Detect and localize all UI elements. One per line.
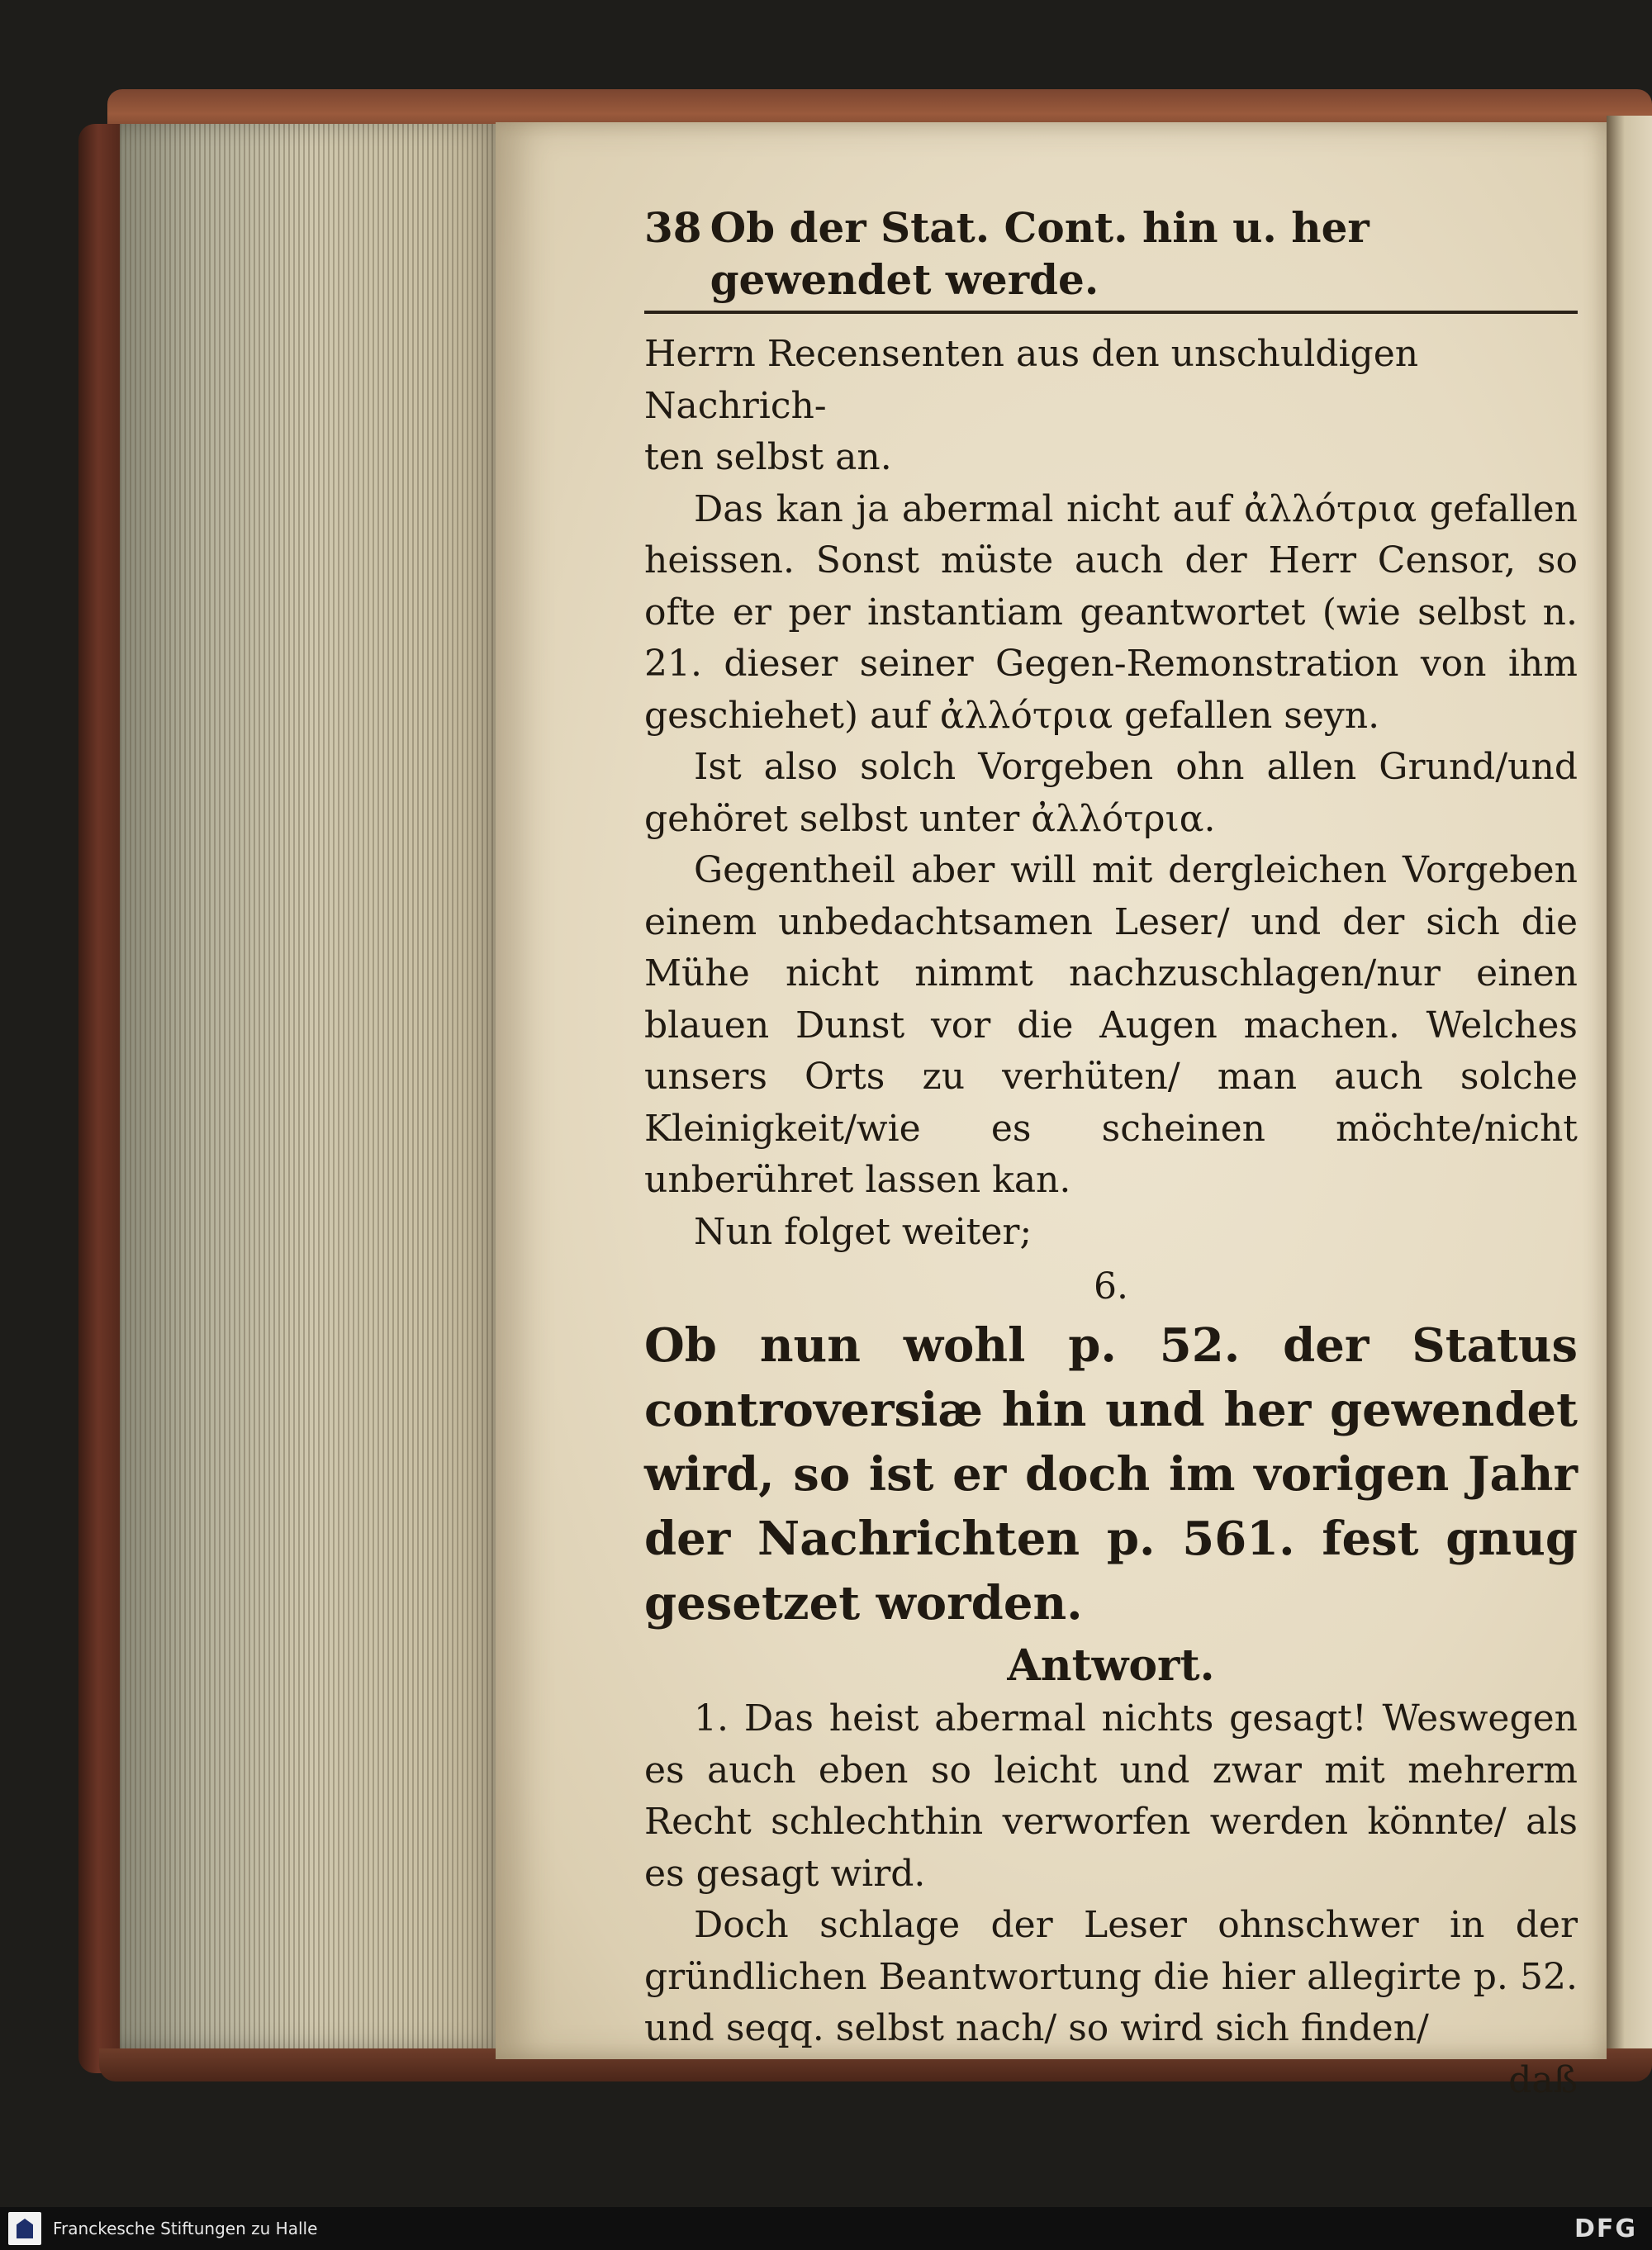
viewer-footer: [0, 2207, 1652, 2250]
running-head: Ob der Stat. Cont. hin u. her gewendet werde.: [710, 203, 1370, 304]
answer-heading: Antwort.: [1007, 1640, 1215, 1691]
paragraph: Doch schlage der Leser ohnschwer in der gründlichen Beantwortung die hier allegirte p. 52. und seqq. selbst nach/ so wird sich finden/: [644, 1904, 1578, 2049]
page-number: 38: [644, 203, 702, 252]
institution-name: Franckesche Stiftungen zu Halle: [53, 2219, 318, 2238]
franckesche-stiftungen-logo-icon: [8, 2212, 41, 2245]
text-line: Herrn Recensenten aus den unschuldigen Nachrich-: [644, 333, 1419, 427]
header-rule: [644, 311, 1578, 314]
page-text: [644, 202, 1578, 2106]
facing-page-edge: [1607, 116, 1652, 2065]
paragraph: Ist also solch Vorgeben ohn allen Grund/und gehöret selbst unter ἀλλότρια.: [644, 746, 1578, 840]
catchword: daß: [1508, 2058, 1578, 2101]
running-header: [644, 202, 1578, 306]
section-number: 6.: [1094, 1265, 1128, 1308]
dfg-logo: DFG: [1574, 2214, 1637, 2243]
question-text: Ob nun wohl p. 52. der Status controversiæ hin und her gewendet wird, so ist er doch im vorigen Jahr der Nachrichten p. 561. fest gnug gesetzet worden.: [644, 1317, 1578, 1631]
paragraph: Gegentheil aber will mit dergleichen Vorgeben einem unbedachtsamen Leser/ und der sich die Mühe nicht nimmt nachzuschlagen/nur einen blauen Dunst vor die Augen machen. Welches unsers Orts zu verhüten/ man auch solche Kleinigkeit/wie es scheinen möchte/nicht unberühret lassen kan.: [644, 849, 1578, 1201]
paragraph: Das kan ja abermal nicht auf ἀλλότρια gefallen heissen. Sonst müste auch der Herr Censor, so ofte er per instantiam geantwortet (wie selbst n. 21. dieser seiner Gegen-Remonstration von ihm geschiehet) auf ἀλλότρια gefallen seyn.: [644, 487, 1578, 737]
text-line: ten selbst an.: [644, 436, 892, 478]
page-edges: [120, 124, 508, 2048]
paragraph: 1. Das heist abermal nichts gesagt! Weswegen es auch eben so leicht und zwar mit mehrerm Recht schlechthin verworfen werden könnte/ als es gesagt wird.: [644, 1697, 1578, 1895]
paragraph: Nun folget weiter;: [694, 1210, 1032, 1253]
